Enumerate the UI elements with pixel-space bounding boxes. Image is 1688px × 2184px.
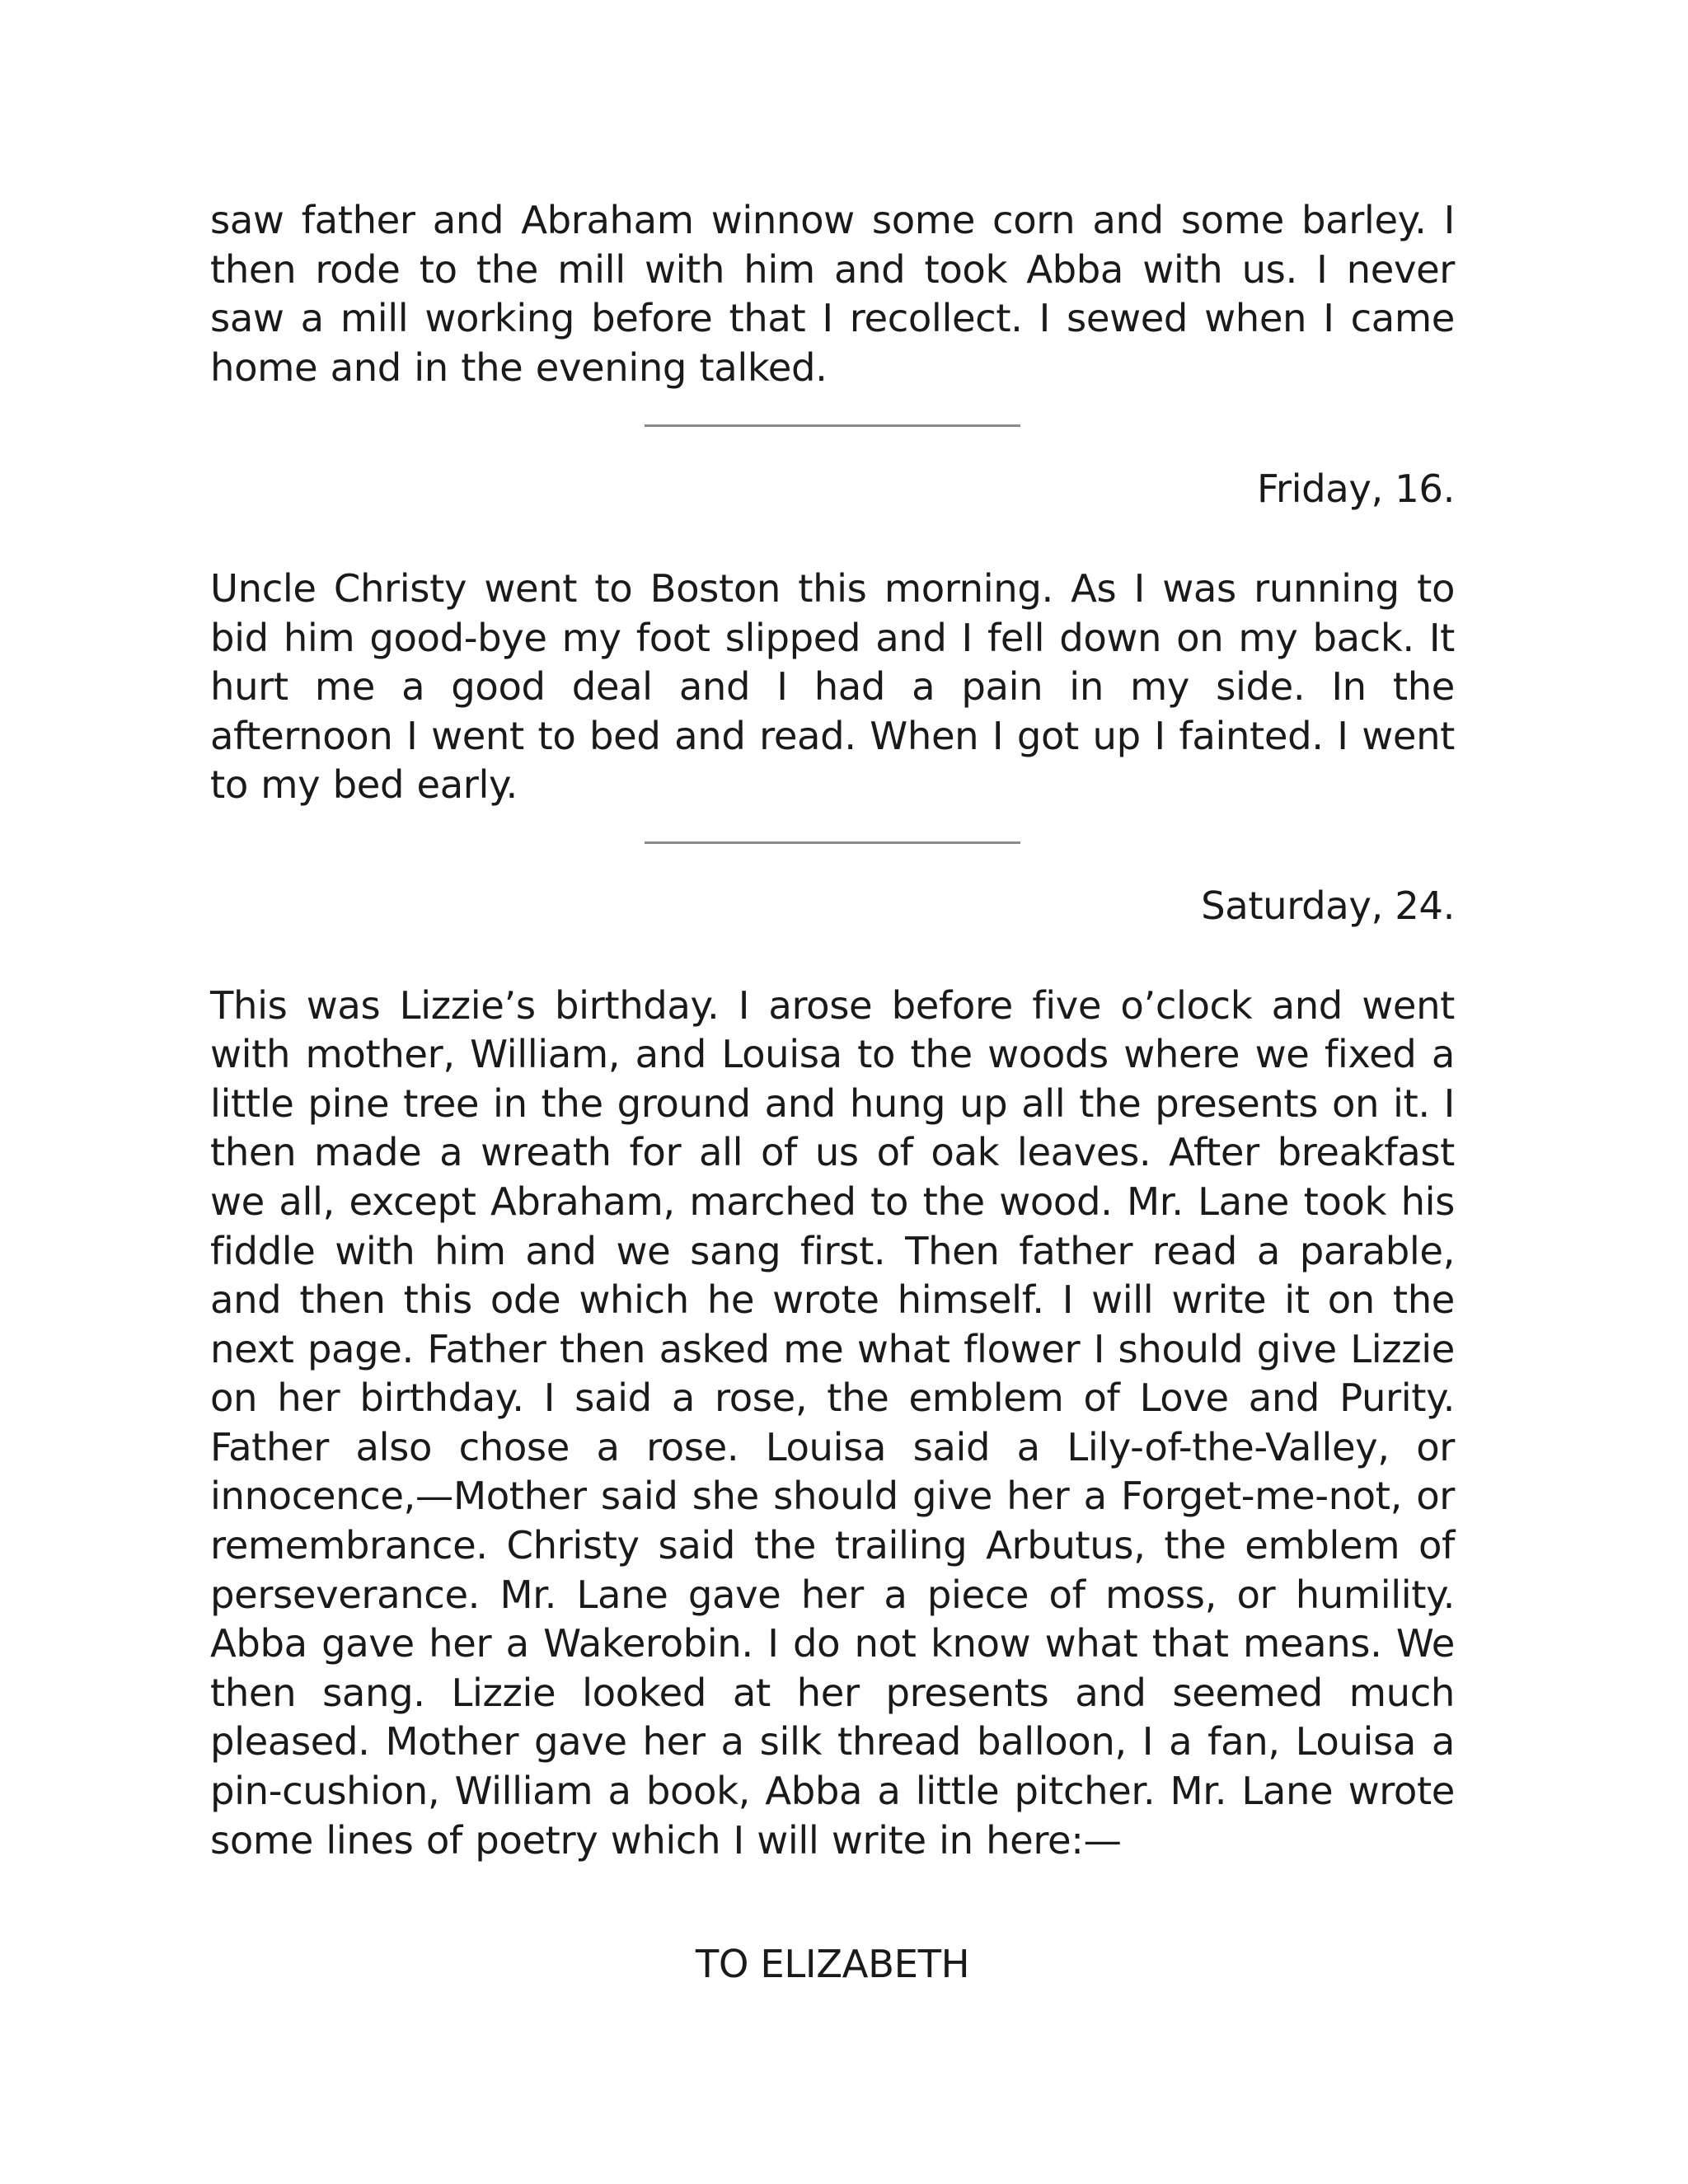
section-divider <box>645 841 1020 844</box>
entry-date: Friday, 16. <box>1256 466 1455 512</box>
entry-paragraph: Uncle Christy went to Boston this morning. As I was running to bid him good-bye my foot slipped and I fell down on my back. It hurt me a good deal and I had a pain in my side. In the afternoon I went to bed and read. When I got up I fainted. I went to my bed early. <box>210 565 1455 808</box>
document-page <box>210 196 1455 1990</box>
entry-date: Saturday, 24. <box>1201 883 1455 928</box>
entry-paragraph: This was Lizzie’s birthday. I arose before five o’clock and went with mother, William, and Louisa to the woods where we fixed a little pine tree in the ground and hung up all the presents on it. I then made a wreath for all of us of oak leaves. After breakfast we all, except Abraham, marched to the wood. Mr. Lane took his fiddle with him and we sang first. Then father read a parable, and then this ode which he wrote himself. I will write it on the next page. Father then asked me what flower I should give Lizzie on her birthday. I said a rose, the emblem of Love and Purity. Father also chose a rose. Louisa said a Lily-of-the-Valley, or innocence,—Mother said she should give her a Forget-me-not, or remembrance. Christy said the trailing Arbutus, the emblem of perseverance. Mr. Lane gave her a piece of moss, or humility. Abba gave her a Wakerobin. I do not know what that means. We then sang. Lizzie looked at her presents and seemed much pleased. Mother gave her a silk thread balloon, I a fan, Louisa a pin-cushion, William a book, Abba a little pitcher. Mr. Lane wrote some lines of poetry which I will write in here:— <box>210 982 1455 1863</box>
entry-paragraph: saw father and Abraham winnow some corn and some barley. I then rode to the mill with him and took Abba with us. I never saw a mill working before that I recollect. I sewed when I came home and in the evening talked. <box>210 198 1455 390</box>
section-divider <box>645 424 1020 427</box>
poem-title: TO ELIZABETH <box>695 1942 970 1987</box>
